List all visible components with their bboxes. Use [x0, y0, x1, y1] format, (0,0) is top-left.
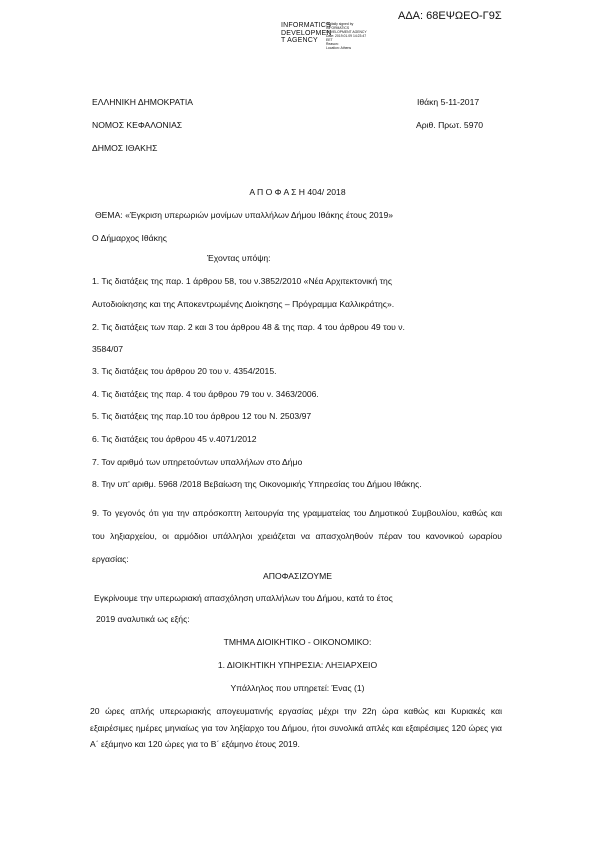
- consideration-item: 6. Τις διατάξεις του άρθρου 45 ν.4071/2012: [92, 434, 257, 444]
- overtime-paragraph: 20 ώρες απλής υπερωριακής απογευματινής εργασίας μέχρι την 22η ώρα καθώς και Κυριακές και εξαιρέσιμες ημέρες μηνιαίως για τον ληξίαρχο του Δήμου, ήτοι συνολικά απλές και εξαιρέσιμες 120 ώρες για Α΄ εξάμηνο και 120 ώρες για το Β΄ εξάμηνο έτους 2019.: [90, 706, 502, 749]
- signature-detail: INFORMATICS: [326, 26, 350, 30]
- signature-detail: EET: [326, 38, 333, 42]
- signature-detail: Reason:: [326, 42, 339, 46]
- logo-line-2: DEVELOPMEN: [281, 29, 332, 37]
- logo-line-1: INFORMATICS: [281, 22, 331, 29]
- decide-heading: ΑΠΟΦΑΣΙΖΟΥΜΕ: [263, 571, 332, 581]
- signature-detail: Location: Athens: [326, 46, 352, 50]
- consideration-item: Αυτοδιοίκησης και της Αποκεντρωμένης Διοίκησης – Πρόγραμμα Καλλικράτης».: [92, 299, 395, 309]
- consideration-item: 5. Τις διατάξεις της παρ.10 του άρθρου 12 του Ν. 2503/97: [92, 411, 312, 421]
- consideration-item: 4. Τις διατάξεις της παρ. 4 του άρθρου 79 του ν. 3463/2006.: [92, 389, 319, 399]
- signature-details: [326, 22, 367, 50]
- consideration-item: 3. Τις διατάξεις του άρθρου 20 του ν. 4354/2015.: [92, 366, 277, 376]
- approval-line-1: Εγκρίνουμε την υπερωριακή απασχόληση υπαλλήλων του Δήμου, κατά το έτος: [94, 593, 393, 603]
- consideration-item: 2. Τις διατάξεις των παρ. 2 και 3 του άρθρου 48 & της παρ. 4 του άρθρου 49 του ν.: [92, 322, 405, 332]
- service-heading: 1. ΔΙΟΙΚΗΤΙΚΗ ΥΠΗΡΕΣΙΑ: ΛΗΞΙΑΡΧΕΙΟ: [217, 660, 378, 670]
- department-heading: ΤΜΗΜΑ ΔΙΟΙΚΗΤΙΚΟ - ΟΙΚΟΝΟΜΙΚΟ:: [223, 637, 372, 647]
- logo-line-3: T AGENCY: [281, 37, 318, 45]
- approval-line-2: 2019 αναλυτικά ως εξής:: [96, 614, 190, 624]
- consideration-item-9: 9. Το γεγονός ότι για την απρόσκοπτη λειτουργία της γραμματείας του Δημοτικού Συμβουλίου, καθώς και του ληξιαρχείου, οι αρμόδιοι υπάλληλοι χρειάζεται να απασχοληθούν πέραν του κανονικού ωραρίου εργασίας:: [92, 508, 502, 564]
- header-prefecture: ΝΟΜΟΣ ΚΕΦΑΛΟΝΙΑΣ: [92, 120, 183, 130]
- mayor-line: Ο Δήμαρχος Ιθάκης: [92, 233, 167, 243]
- ada-code: ΑΔΑ: 68ΕΨΩΕΟ-Γ9Σ: [398, 10, 502, 22]
- header-protocol: Αριθ. Πρωτ. 5970: [416, 120, 484, 130]
- decision-subject: ΘΕΜΑ: «Έγκριση υπερωριών μονίμων υπαλλήλων Δήμου Ιθάκης έτους 2019»: [95, 210, 394, 220]
- signature-logo: [281, 22, 332, 45]
- considering-heading: Έχοντας υπόψη:: [207, 253, 271, 263]
- employee-count: Υπάλληλος που υπηρετεί: Ένας (1): [230, 683, 365, 693]
- signature-detail: Digitally signed by: [326, 22, 354, 26]
- header-municipality: ΔΗΜΟΣ ΙΘΑΚΗΣ: [92, 143, 158, 153]
- header-country: ΕΛΛΗΝΙΚΗ ΔΗΜΟΚΡΑΤΙΑ: [92, 97, 193, 107]
- consideration-item: 3584/07: [92, 344, 124, 354]
- consideration-item: 8. Την υπ' αριθμ. 5968 /2018 Βεβαίωση της Οικονομικής Υπηρεσίας του Δήμου Ιθάκης.: [92, 479, 422, 489]
- signature-detail: Date: 2019.01.09 14:23:47: [326, 34, 367, 38]
- consideration-item: 1. Τις διατάξεις της παρ. 1 άρθρου 58, του ν.3852/2010 «Νέα Αρχιτεκτονική της: [92, 276, 392, 286]
- header-date: Ιθάκη 5-11-2017: [417, 97, 480, 107]
- decision-title: Α Π Ο Φ Α Σ Η 404/ 2018: [249, 187, 346, 197]
- consideration-item: 7. Τον αριθμό των υπηρετούντων υπαλλήλων στο Δήμο: [92, 457, 303, 467]
- signature-detail: DEVELOPMENT AGENCY: [326, 30, 367, 34]
